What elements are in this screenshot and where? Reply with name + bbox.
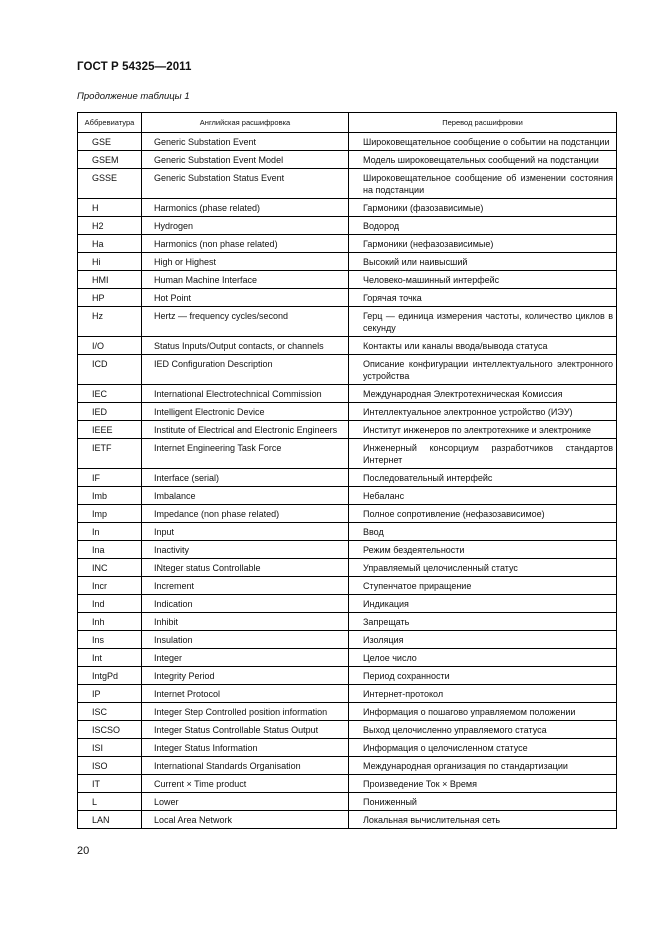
english-cell: Generic Substation Status Event (142, 169, 349, 199)
translation-cell: Международная Электротехническая Комиссия (349, 385, 617, 403)
english-cell: Harmonics (non phase related) (142, 235, 349, 253)
table-row (78, 355, 617, 385)
abbreviation-cell: HP (78, 289, 142, 307)
english-cell: Input (142, 523, 349, 541)
english-cell: Insulation (142, 631, 349, 649)
english-cell: INteger status Controllable (142, 559, 349, 577)
english-cell: Hydrogen (142, 217, 349, 235)
english-cell: International Electrotechnical Commission (142, 385, 349, 403)
table-row (78, 217, 617, 235)
table-row (78, 199, 617, 217)
abbreviation-cell: IEC (78, 385, 142, 403)
translation-cell: Горячая точка (349, 289, 617, 307)
english-cell: Hot Point (142, 289, 349, 307)
table-row (78, 469, 617, 487)
table-row (78, 253, 617, 271)
abbreviation-cell: ISC (78, 703, 142, 721)
abbreviation-cell: Imp (78, 505, 142, 523)
table-row (78, 541, 617, 559)
abbreviations-table (77, 112, 617, 829)
translation-cell: Индикация (349, 595, 617, 613)
abbreviation-cell: Ina (78, 541, 142, 559)
abbreviation-cell: H2 (78, 217, 142, 235)
abbreviation-cell: Inh (78, 613, 142, 631)
english-cell: Impedance (non phase related) (142, 505, 349, 523)
abbreviation-cell: I/O (78, 337, 142, 355)
english-cell: Lower (142, 793, 349, 811)
translation-cell: Описание конфигурации интеллектуального электронного устройства (349, 355, 617, 385)
table-row (78, 793, 617, 811)
column-header-abbreviation: Аббревиатура (78, 113, 142, 133)
table-row (78, 307, 617, 337)
translation-cell: Интеллектуальное электронное устройство (ИЭУ) (349, 403, 617, 421)
table-row (78, 685, 617, 703)
table-row (78, 151, 617, 169)
page-number: 20 (77, 845, 90, 857)
table-row (78, 739, 617, 757)
abbreviation-cell: ISI (78, 739, 142, 757)
abbreviation-cell: IEEE (78, 421, 142, 439)
english-cell: Current × Time product (142, 775, 349, 793)
translation-cell: Интернет-протокол (349, 685, 617, 703)
abbreviation-cell: Ind (78, 595, 142, 613)
table-row (78, 667, 617, 685)
table-row (78, 523, 617, 541)
english-cell: Internet Engineering Task Force (142, 439, 349, 469)
translation-cell: Высокий или наивысший (349, 253, 617, 271)
abbreviation-cell: IED (78, 403, 142, 421)
translation-cell: Институт инженеров по электротехнике и электронике (349, 421, 617, 439)
translation-cell: Международная организация по стандартизации (349, 757, 617, 775)
english-cell: Harmonics (phase related) (142, 199, 349, 217)
translation-cell: Широковещательное сообщение о событии на подстанции (349, 133, 617, 151)
abbreviation-cell: IntgPd (78, 667, 142, 685)
abbreviation-cell: Ins (78, 631, 142, 649)
translation-cell: Произведение Ток × Время (349, 775, 617, 793)
english-cell: Integrity Period (142, 667, 349, 685)
translation-cell: Управляемый целочисленный статус (349, 559, 617, 577)
translation-cell: Информация о целочисленном статусе (349, 739, 617, 757)
translation-cell: Модель широковещательных сообщений на подстанции (349, 151, 617, 169)
abbreviation-cell: IETF (78, 439, 142, 469)
abbreviation-cell: Int (78, 649, 142, 667)
abbreviation-cell: HMI (78, 271, 142, 289)
translation-cell: Период сохранности (349, 667, 617, 685)
abbreviation-cell: Ha (78, 235, 142, 253)
table-row (78, 271, 617, 289)
table-row (78, 505, 617, 523)
table-row (78, 649, 617, 667)
table-row (78, 703, 617, 721)
table-row (78, 487, 617, 505)
table-row (78, 169, 617, 199)
translation-cell: Пониженный (349, 793, 617, 811)
abbreviation-cell: Incr (78, 577, 142, 595)
english-cell: Indication (142, 595, 349, 613)
english-cell: Intelligent Electronic Device (142, 403, 349, 421)
abbreviation-cell: GSEM (78, 151, 142, 169)
abbreviation-cell: IT (78, 775, 142, 793)
abbreviation-cell: L (78, 793, 142, 811)
translation-cell: Гармоники (фазозависимые) (349, 199, 617, 217)
translation-cell: Запрещать (349, 613, 617, 631)
abbreviation-cell: ICD (78, 355, 142, 385)
translation-cell: Полное сопротивление (нефазозависимое) (349, 505, 617, 523)
abbreviation-cell: Hz (78, 307, 142, 337)
english-cell: Increment (142, 577, 349, 595)
english-cell: Integer Step Controlled position information (142, 703, 349, 721)
abbreviation-cell: INC (78, 559, 142, 577)
english-cell: Institute of Electrical and Electronic Engineers (142, 421, 349, 439)
table-row (78, 337, 617, 355)
column-header-english: Английская расшифровка (142, 113, 349, 133)
english-cell: IED Configuration Description (142, 355, 349, 385)
table-row (78, 439, 617, 469)
table-row (78, 385, 617, 403)
translation-cell: Контакты или каналы ввода/вывода статуса (349, 337, 617, 355)
translation-cell: Информация о пошагово управляемом положении (349, 703, 617, 721)
english-cell: Interface (serial) (142, 469, 349, 487)
translation-cell: Человеко-машинный интерфейс (349, 271, 617, 289)
english-cell: High or Highest (142, 253, 349, 271)
english-cell: Integer (142, 649, 349, 667)
table-row (78, 559, 617, 577)
table-caption: Продолжение таблицы 1 (77, 91, 190, 102)
table-row (78, 595, 617, 613)
translation-cell: Гармоники (нефазозависимые) (349, 235, 617, 253)
abbreviation-cell: In (78, 523, 142, 541)
table-header-row (78, 113, 617, 133)
translation-cell: Изоляция (349, 631, 617, 649)
abbreviation-cell: IP (78, 685, 142, 703)
translation-cell: Выход целочисленно управляемого статуса (349, 721, 617, 739)
english-cell: Inactivity (142, 541, 349, 559)
table-row (78, 631, 617, 649)
english-cell: Status Inputs/Output contacts, or channels (142, 337, 349, 355)
table-row (78, 289, 617, 307)
table-row (78, 403, 617, 421)
table-row (78, 811, 617, 829)
table-row (78, 721, 617, 739)
document-header: ГОСТ Р 54325—2011 (77, 61, 192, 73)
english-cell: International Standards Organisation (142, 757, 349, 775)
english-cell: Local Area Network (142, 811, 349, 829)
english-cell: Imbalance (142, 487, 349, 505)
translation-cell: Герц — единица измерения частоты, количество циклов в секунду (349, 307, 617, 337)
translation-cell: Локальная вычислительная сеть (349, 811, 617, 829)
table-row (78, 421, 617, 439)
translation-cell: Ввод (349, 523, 617, 541)
english-cell: Human Machine Interface (142, 271, 349, 289)
abbreviation-cell: GSSE (78, 169, 142, 199)
translation-cell: Последовательный интерфейс (349, 469, 617, 487)
abbreviation-cell: Imb (78, 487, 142, 505)
translation-cell: Водород (349, 217, 617, 235)
abbreviation-cell: IF (78, 469, 142, 487)
translation-cell: Режим бездеятельности (349, 541, 617, 559)
translation-cell: Широковещательное сообщение об изменении состояния на подстанции (349, 169, 617, 199)
table-row (78, 235, 617, 253)
english-cell: Internet Protocol (142, 685, 349, 703)
abbreviation-cell: ISCSO (78, 721, 142, 739)
abbreviation-cell: ISO (78, 757, 142, 775)
abbreviation-cell: H (78, 199, 142, 217)
abbreviation-cell: Hi (78, 253, 142, 271)
abbreviation-cell: LAN (78, 811, 142, 829)
abbreviation-cell: GSE (78, 133, 142, 151)
english-cell: Generic Substation Event Model (142, 151, 349, 169)
english-cell: Integer Status Information (142, 739, 349, 757)
table-row (78, 613, 617, 631)
english-cell: Generic Substation Event (142, 133, 349, 151)
table-row (78, 577, 617, 595)
english-cell: Integer Status Controllable Status Output (142, 721, 349, 739)
table-row (78, 757, 617, 775)
translation-cell: Инженерный консорциум разработчиков стандартов Интернет (349, 439, 617, 469)
table-row (78, 133, 617, 151)
translation-cell: Небаланс (349, 487, 617, 505)
translation-cell: Ступенчатое приращение (349, 577, 617, 595)
column-header-translation: Перевод расшифровки (349, 113, 617, 133)
table-row (78, 775, 617, 793)
translation-cell: Целое число (349, 649, 617, 667)
english-cell: Hertz — frequency cycles/second (142, 307, 349, 337)
english-cell: Inhibit (142, 613, 349, 631)
